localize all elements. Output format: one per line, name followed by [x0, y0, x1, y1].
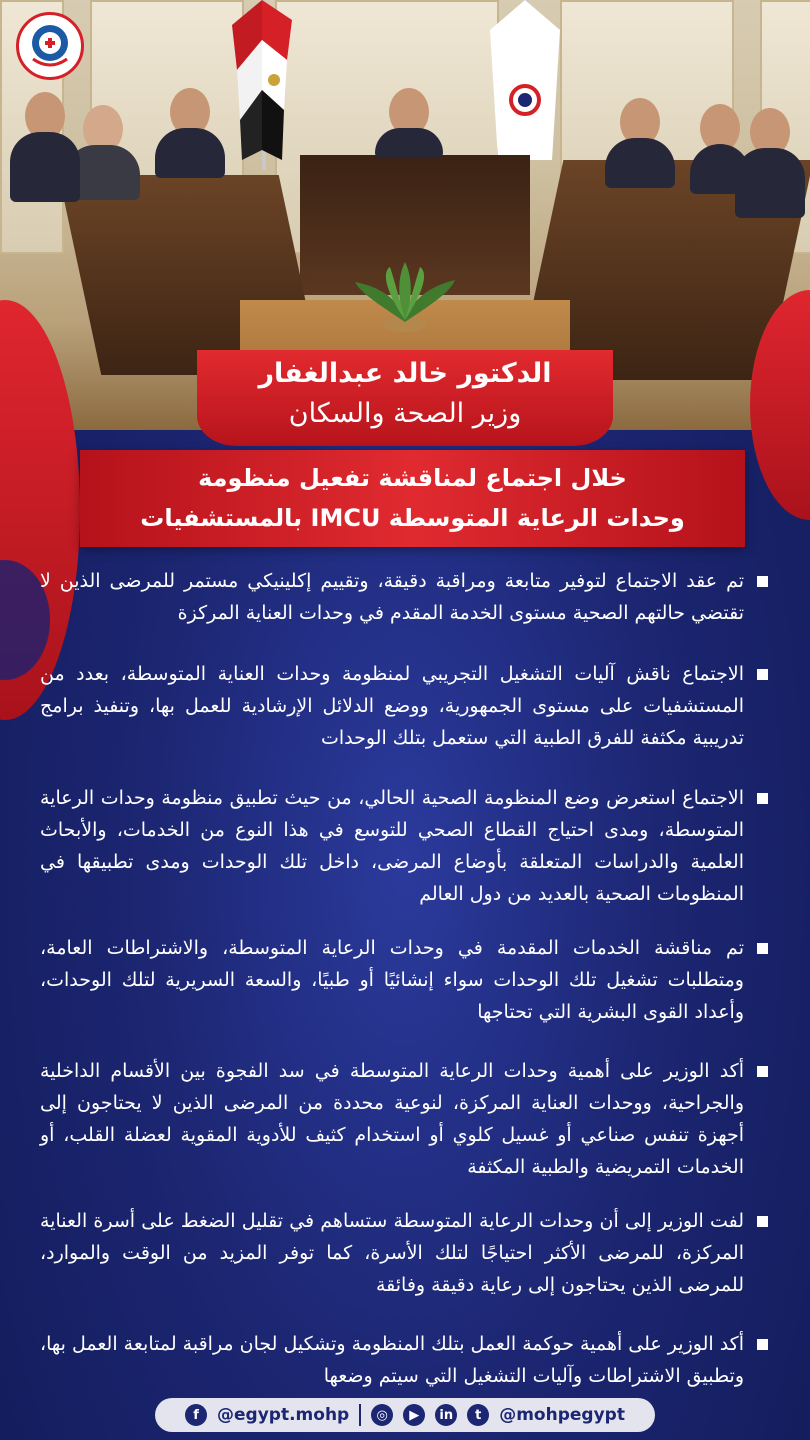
- minister-name-banner: [197, 350, 613, 446]
- ministry-logo: [16, 12, 84, 80]
- list-item: [40, 1328, 770, 1392]
- list-item-text: أكد الوزير على أهمية وحدات الرعاية المتوسطة في سد الفجوة بين الأقسام الداخلية والجراحية، ووحدات العناية المركزة، لنوعية محددة من المرضى الذين لا يحتاجون إلى أجهزة تنفس صناعي أو غسيل كلوي أو استخدام كثيف للأدوية المقوية لعضلة القلب، أو الخدمات التمريضية والطبية المكثفة: [40, 1060, 744, 1178]
- minister-name: الدكتور خالد عبدالغفار: [258, 358, 552, 389]
- list-item: [40, 1205, 770, 1301]
- list-item: [40, 932, 770, 1028]
- egypt-flag: [232, 0, 292, 160]
- bullet-square-icon: [757, 1066, 768, 1077]
- list-item-text: تم عقد الاجتماع لتوفير متابعة ومراقبة دقيقة، وتقييم إكلينيكي مستمر للمرضى الذين لا تقتضي حالتهم الصحية مستوى الخدمة المقدم في وحدات العناية المركزة: [40, 570, 744, 624]
- headline-box: [80, 450, 745, 547]
- facebook-handle[interactable]: @egypt.mohp: [217, 1405, 350, 1425]
- list-item: [40, 658, 770, 754]
- footer-divider: [359, 1404, 361, 1426]
- bullet-square-icon: [757, 943, 768, 954]
- bullet-square-icon: [757, 793, 768, 804]
- ministry-emblem-icon: [23, 19, 77, 73]
- bullet-square-icon: [757, 1339, 768, 1350]
- list-item-text: الاجتماع استعرض وضع المنظومة الصحية الحالي، من حيث تطبيق منظومة وحدات الرعاية المتوسطة، ومدى احتياج القطاع الصحي للتوسع في هذا النوع من الخدمات، والأبحاث العلمية والدراسات المتعلقة بأوضاع المرضى، داخل تلك الوحدات ومدى تطبيقها في المنظومات الصحية بالعديد من دول العالم: [40, 787, 744, 905]
- bullet-square-icon: [757, 1216, 768, 1227]
- ministry-flag: [490, 0, 560, 160]
- list-item: [40, 565, 770, 629]
- list-item-text: أكد الوزير على أهمية حوكمة العمل بتلك المنظومة وتشكيل لجان مراقبة لمتابعة العمل بها، وتطبيق الاشتراطات وآليات التشغيل التي سيتم وضعها: [40, 1333, 744, 1387]
- bullet-square-icon: [757, 576, 768, 587]
- social-handle[interactable]: @mohpegypt: [499, 1405, 625, 1425]
- list-item: [40, 782, 770, 910]
- list-item-text: الاجتماع ناقش آليات التشغيل التجريبي لمنظومة وحدات العناية المتوسطة، بعدد من المستشفيات على مستوى الجمهورية، ووضع الدلائل الإرشادية للعمل بها، وتنفيذ برامج تدريبية مكثفة للفرق الطبية التي ستعمل بتلك الوحدات: [40, 663, 744, 749]
- headline-line-1: خلال اجتماع لمناقشة تفعيل منظومة: [198, 464, 627, 492]
- minister-title: وزير الصحة والسكان: [288, 398, 522, 429]
- instagram-icon[interactable]: ◎: [371, 1404, 393, 1426]
- twitter-icon[interactable]: t: [467, 1404, 489, 1426]
- facebook-icon[interactable]: f: [185, 1404, 207, 1426]
- list-item-text: لفت الوزير إلى أن وحدات الرعاية المتوسطة ستساهم في تقليل الضغط على أسرة العناية المركزة، للمرضى الأكثر احتياجًا لتلك الأسرة، كما توفر المزيد من الوقت والموارد، للمرضى الذين يحتاجون إلى رعاية دقيقة وفائقة: [40, 1210, 744, 1296]
- headline-line-2: وحدات الرعاية المتوسطة IMCU بالمستشفيات: [140, 504, 685, 532]
- list-item: [40, 1055, 770, 1183]
- social-footer: [155, 1398, 655, 1432]
- list-item-text: تم مناقشة الخدمات المقدمة في وحدات الرعاية المتوسطة، والاشتراطات العامة، ومتطلبات تشغيل تلك الوحدات سواء إنشائيًا أو طبيًا، والسعة السريرية لتلك الوحدات، وأعداد القوى البشرية التي تحتاجها: [40, 937, 744, 1023]
- linkedin-icon[interactable]: in: [435, 1404, 457, 1426]
- bullet-square-icon: [757, 669, 768, 680]
- plant-icon: [355, 262, 455, 332]
- youtube-icon[interactable]: ▶: [403, 1404, 425, 1426]
